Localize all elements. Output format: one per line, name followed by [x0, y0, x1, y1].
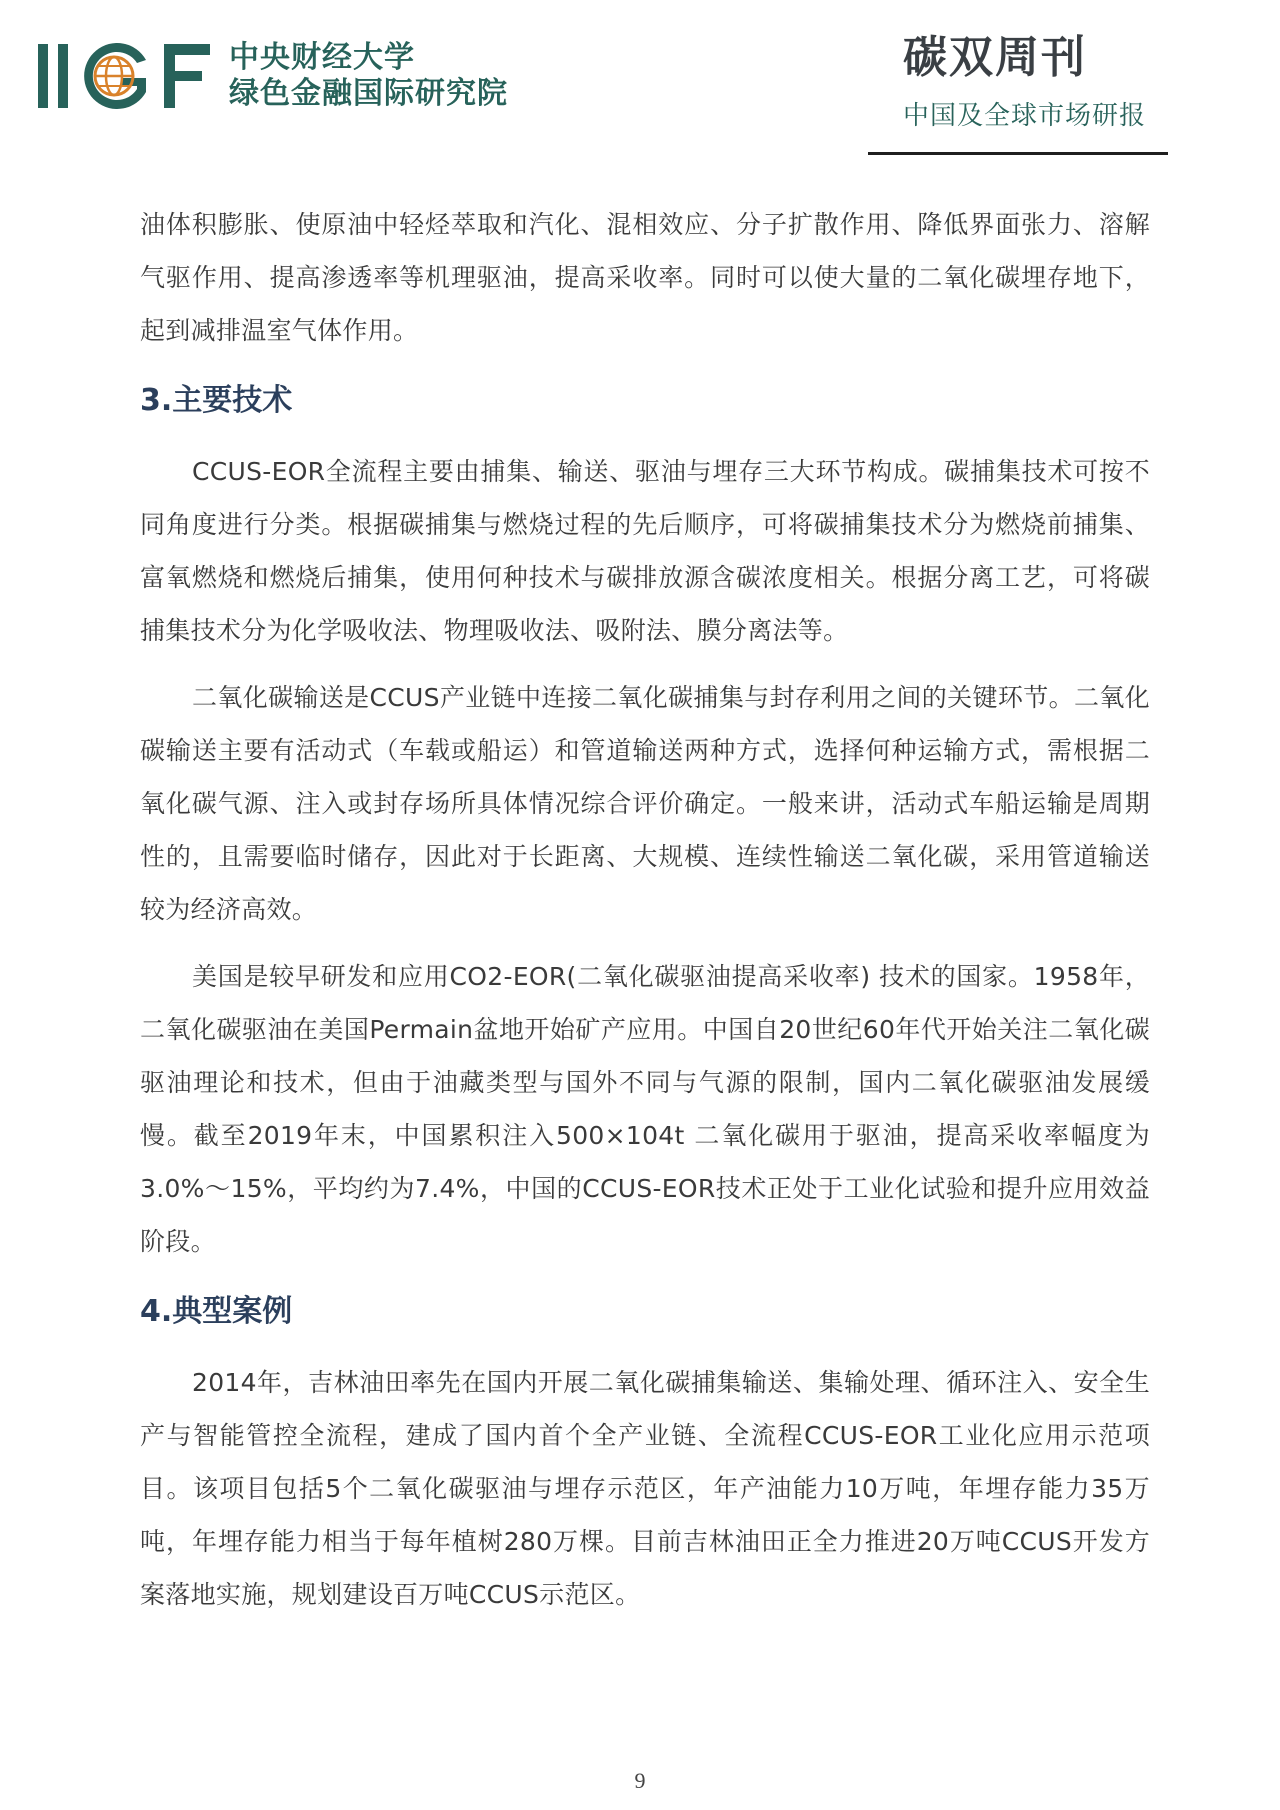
- iigf-logo: [38, 38, 508, 114]
- section-3-paragraph-1: CCUS-EOR全流程主要由捕集、输送、驱油与埋存三大环节构成。碳捕集技术可按不同角度进行分类。根据碳捕集与燃烧过程的先后顺序，可将碳捕集技术分为燃烧前捕集、富氧燃烧和燃烧后捕集，使用何种技术与碳排放源含碳浓度相关。根据分离工艺，可将碳捕集技术分为化学吸收法、物理吸收法、吸附法、膜分离法等。: [140, 457, 1150, 645]
- org-name-line1: 中央财经大学: [229, 40, 415, 75]
- iigf-logo-mark: [38, 38, 213, 114]
- logo-letters: IIGF: [38, 38, 40, 39]
- section-3-paragraph-2: 二氧化碳输送是CCUS产业链中连接二氧化碳捕集与封存利用之间的关键环节。二氧化碳输送主要有活动式（车载或船运）和管道输送两种方式，选择何种运输方式，需根据二氧化碳气源、注入或封存场所具体情况综合评价确定。一般来讲，活动式车船运输是周期性的，且需要临时储存，因此对于长距离、大规模、连续性输送二氧化碳，采用管道输送较为经济高效。: [140, 683, 1150, 924]
- section-4-heading: 4.典型案例: [140, 1294, 293, 1329]
- periodical-subtitle: 中国及全球市场研报: [903, 101, 1147, 131]
- section-3-paragraph-3: 美国是较早研发和应用CO2-EOR(二氧化碳驱油提高采收率) 技术的国家。1958年，二氧化碳驱油在美国Permain盆地开始矿产应用。中国自20世纪60年代开始关注二氧化碳驱油理论和技术，但由于油藏类型与国外不同与气源的限制，国内二氧化碳驱油发展缓慢。截至2019年末，中国累积注入500×104t 二氧化碳用于驱油，提高采收率幅度为3.0%～15%，平均约为7.4%，中国的CCUS-EOR技术正处于工业化试验和提升应用效益阶段。: [140, 962, 1150, 1256]
- section-4-paragraph-1: 2014年，吉林油田率先在国内开展二氧化碳捕集输送、集输处理、循环注入、安全生产与智能管控全流程，建成了国内首个全产业链、全流程CCUS-EOR工业化应用示范项目。该项目包括5个二氧化碳驱油与埋存示范区，年产油能力10万吨，年埋存能力35万吨，年埋存能力相当于每年植树280万棵。目前吉林油田正全力推进20万吨CCUS开发方案落地实施，规划建设百万吨CCUS示范区。: [140, 1368, 1150, 1609]
- periodical-block: [868, 30, 1168, 132]
- org-name-line2: 绿色金融国际研究院: [229, 76, 508, 111]
- periodical-title: 碳双周刊: [903, 32, 1087, 83]
- page-header: [0, 0, 1280, 170]
- section-3-heading: 3.主要技术: [140, 383, 293, 418]
- header-divider: [868, 152, 1168, 155]
- article-body: [140, 198, 1150, 1635]
- page-number: 9: [634, 1768, 646, 1793]
- intro-paragraph: 油体积膨胀、使原油中轻烃萃取和汽化、混相效应、分子扩散作用、降低界面张力、溶解气驱作用、提高渗透率等机理驱油，提高采收率。同时可以使大量的二氧化碳埋存地下，起到减排温室气体作用。: [140, 210, 1150, 345]
- org-name: [229, 40, 508, 112]
